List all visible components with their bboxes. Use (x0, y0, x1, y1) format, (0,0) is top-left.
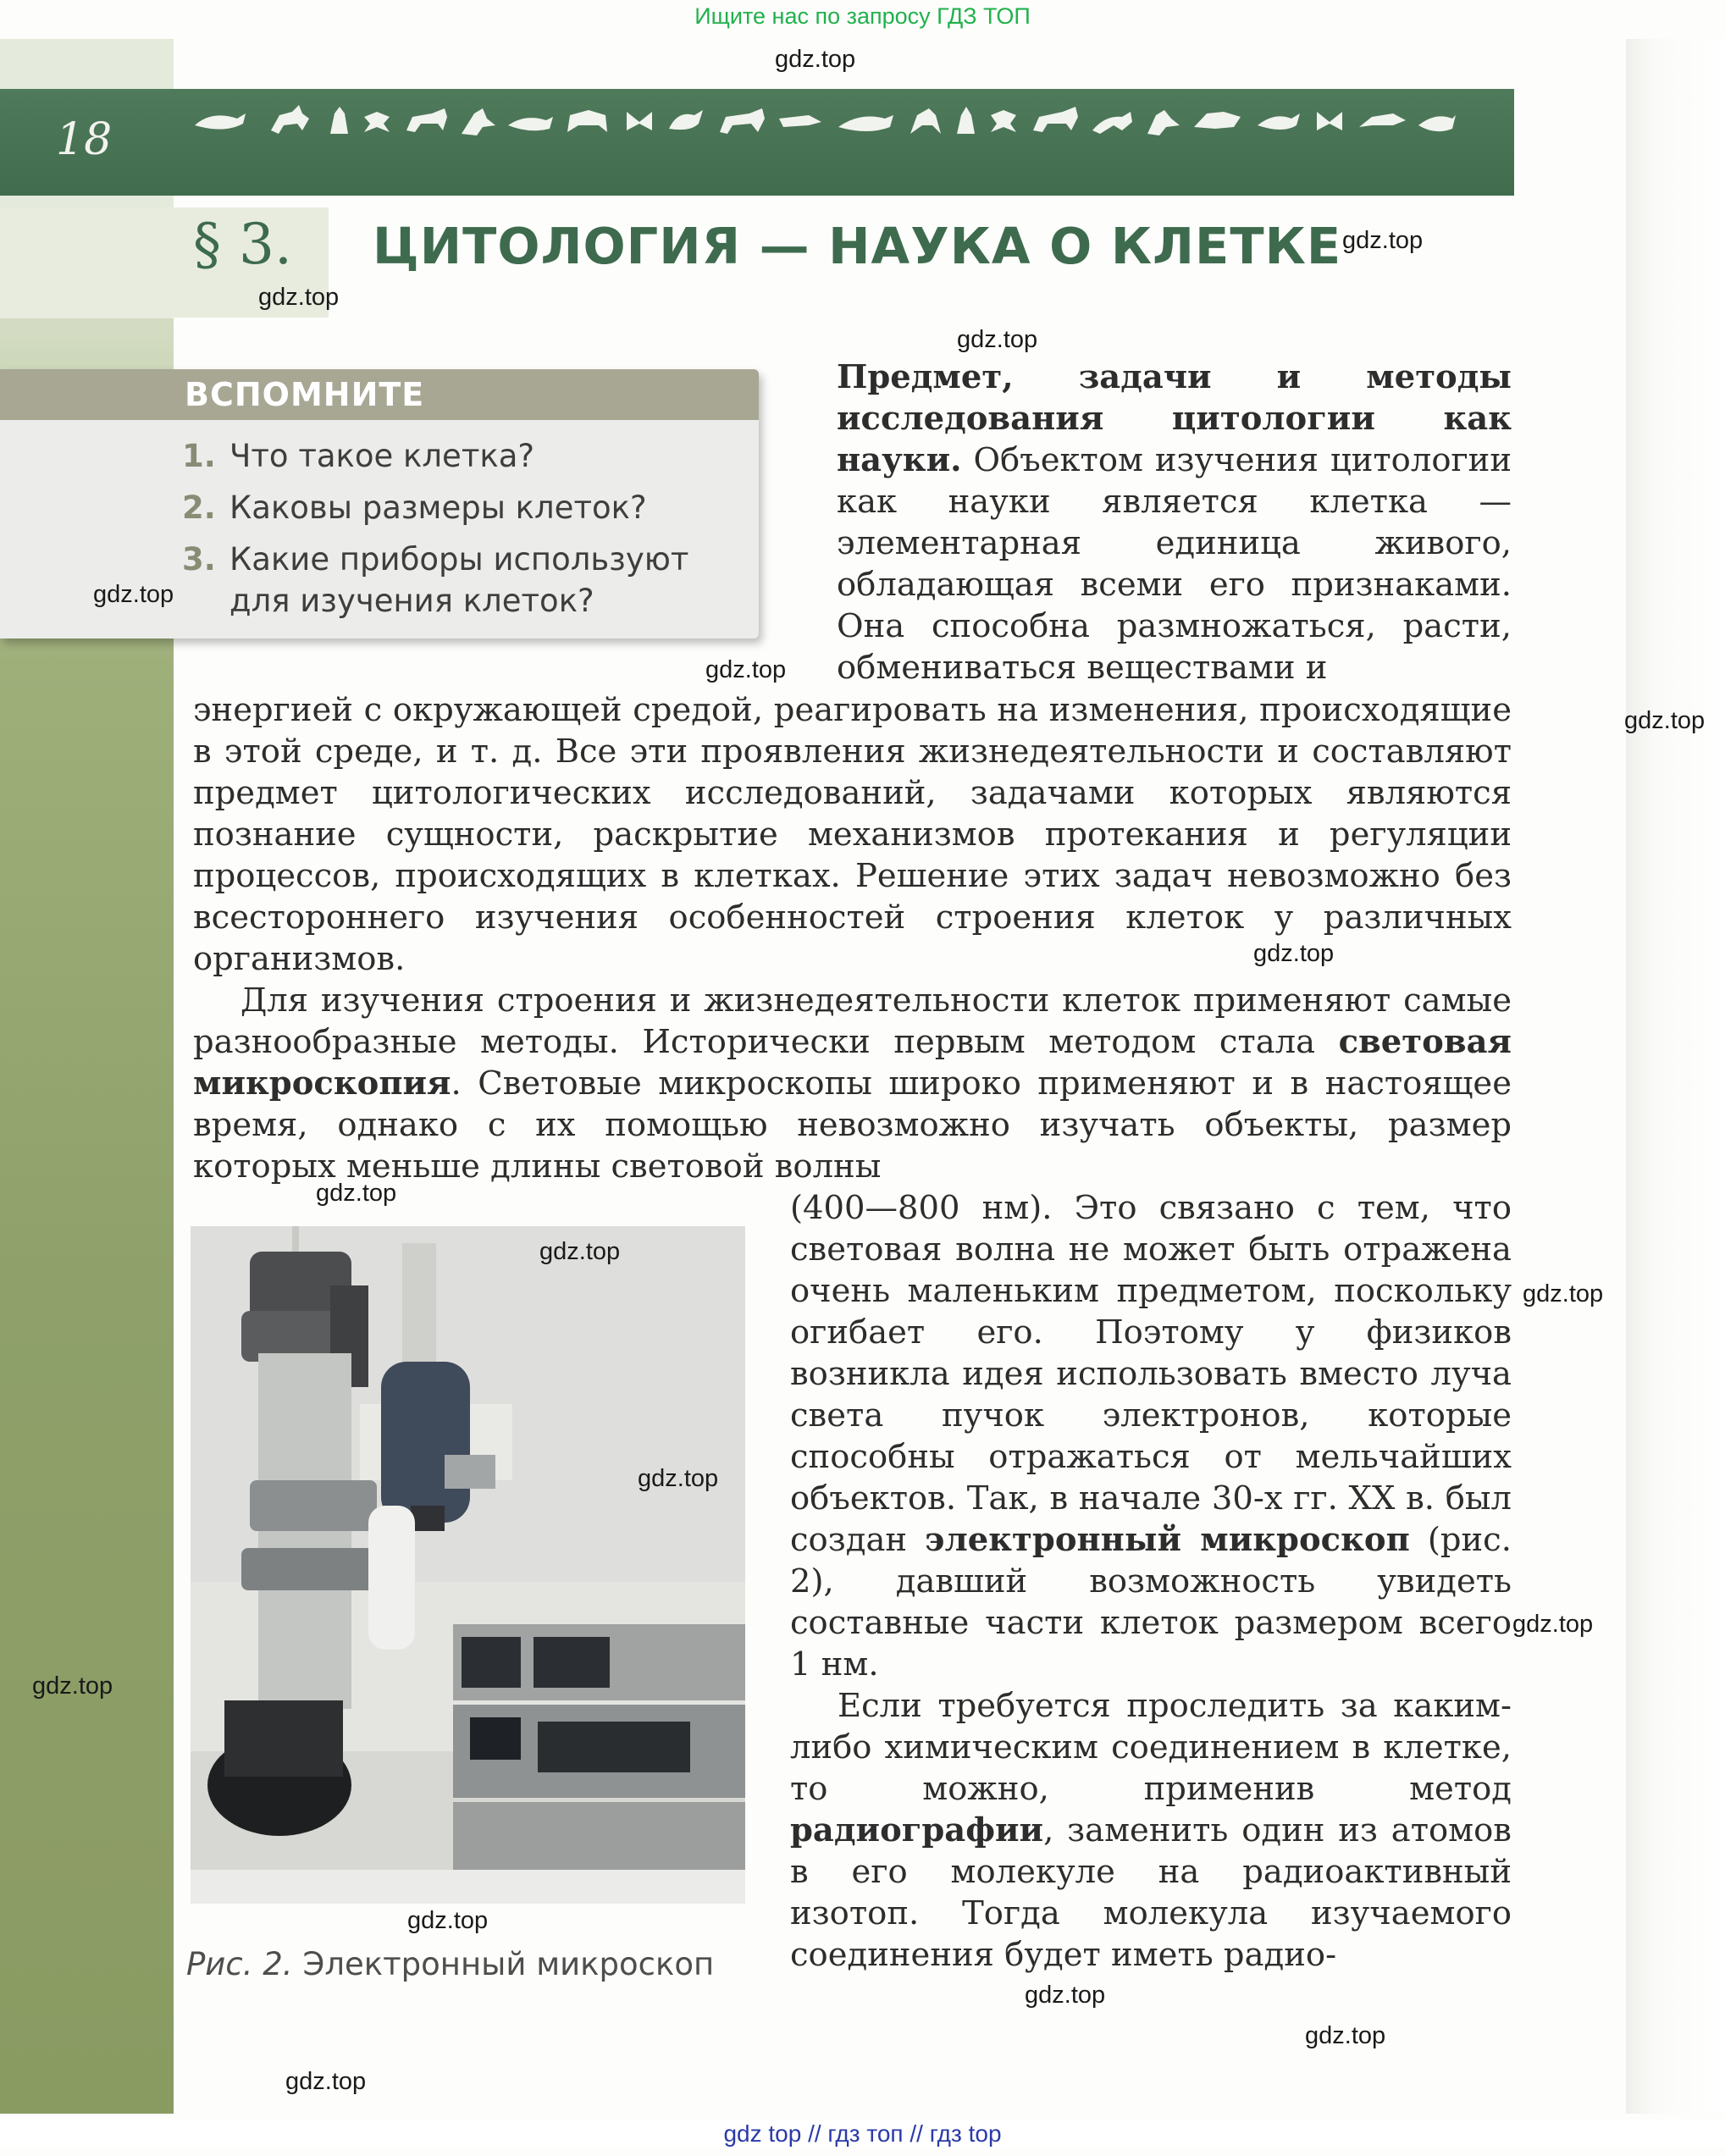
question-number: 1. (182, 438, 216, 474)
paragraph-intro (837, 357, 1512, 688)
paragraph-text: Объектом изучения цитологии как науки является клетка — элементарная единица живого, обладающая всеми его признаками. Она способна размножаться, расти, обмениваться веществами и (837, 441, 1512, 687)
paragraph-methods (193, 980, 1512, 1187)
remember-header (0, 369, 759, 420)
page-edge-shadow (1626, 39, 1725, 2114)
watermark: gdz.top (705, 656, 787, 683)
question-item (182, 435, 741, 477)
watermark: gdz.top (957, 326, 1038, 353)
paragraph-radiography (790, 1685, 1512, 1976)
watermark: gdz.top (93, 581, 174, 608)
electron-microscope-photo (191, 1226, 745, 1904)
section-number: § 3. (193, 212, 292, 277)
question-text: Какие приборы используют для изучения клеток? (229, 541, 689, 619)
watermark: gdz.top (32, 1672, 113, 1700)
watermark: gdz.top (1512, 1611, 1594, 1638)
term-electron-microscope: электронный микроскоп (925, 1521, 1410, 1559)
paragraph-text: энергией с окружающей средой, реагировать на изменения, происходящие в этой среде, и т. д. Все эти проявления жизнедеятельности и составляют предмет цитологических исследований, задачами которых являются познание сущности, раскрытие механизмов протекания и регуляции процессов, происходящих в клетках. Решение этих задач невозможно без всестороннего изучения особенностей строения клеток у различных организмов. (193, 691, 1512, 978)
animal-silhouettes-ornament (191, 100, 1457, 144)
watermark: gdz.top (258, 284, 340, 311)
bottom-links[interactable]: gdz top // гдз топ // гдз top (0, 2120, 1725, 2148)
question-text: Каковы размеры клеток? (229, 489, 647, 526)
paragraph-text: Если требуется проследить за каким-либо химическим соединением в клетке, то можно, применив метод (790, 1687, 1512, 1808)
question-number: 2. (182, 489, 216, 526)
question-item (182, 487, 741, 528)
watermark: gdz.top (775, 46, 856, 73)
paragraph-main (193, 689, 1512, 1187)
watermark: gdz.top (1305, 2022, 1386, 2049)
watermark: gdz.top (1523, 1280, 1604, 1307)
paragraph-text: (400—800 нм). Это связано с тем, что световая волна не может быть отражена очень маленьким предметом, поскольку огибает его. Поэтому у физиков возникла идея использовать вместо луча света пучок электронов, которые способны отражаться от мельчайших объектов. Так, в начале 30-х гг. XX в. был создан (790, 1189, 1512, 1559)
watermark: gdz.top (638, 1465, 719, 1492)
term-radiography: радиографии (790, 1811, 1044, 1849)
question-number: 3. (182, 541, 216, 578)
page-number: 18 (56, 114, 113, 165)
paragraph-text: . Световые микроскопы широко применяют и в настоящее время, однако с их помощью невозможно изучать объекты, размер которых меньше длины световой волны (193, 1064, 1512, 1186)
top-search-link[interactable]: Ищите нас по запросу ГДЗ ТОП (694, 3, 1031, 29)
watermark: gdz.top (1342, 227, 1424, 254)
term-light-microscopy: световая микроскопия (193, 1023, 1512, 1103)
watermark: gdz.top (1025, 1982, 1106, 2009)
watermark: gdz.top (539, 1238, 621, 1265)
watermark: gdz.top (407, 1907, 489, 1934)
paragraph-text: (рис. 2), давший возможность увидеть составные части клеток размером всего 1 нм. (790, 1521, 1512, 1683)
watermark: gdz.top (1624, 707, 1706, 734)
left-sidebar-strip (0, 39, 174, 2114)
paragraph-text: , заменить один из атомов в его молекуле на радиоактивный изотоп. Тогда молекула изучаемого соединения будет иметь радио- (790, 1811, 1512, 1974)
question-item (182, 539, 741, 622)
paragraph-right-column (790, 1187, 1512, 1976)
remember-title: ВСПОМНИТЕ (185, 376, 425, 413)
figure-caption (186, 1946, 714, 1982)
watermark: gdz.top (1253, 940, 1335, 967)
paragraph-continuation (790, 1187, 1512, 1685)
paragraph-text: Для изучения строения и жизнедеятельности клеток применяют самые разнообразные методы. Исторически первым методом стала (193, 981, 1512, 1061)
watermark: gdz.top (285, 2068, 367, 2095)
figure-caption-text: Электронный микроскоп (302, 1946, 715, 1982)
figure-label: Рис. 2. (186, 1946, 293, 1982)
watermark: gdz.top (316, 1180, 397, 1207)
remember-questions (182, 435, 741, 632)
subsection-heading: Предмет, задачи и методы исследования цитологии как науки. (837, 358, 1512, 479)
question-text: Что такое клетка? (229, 438, 535, 474)
section-title: ЦИТОЛОГИЯ — НАУКА О КЛЕТКЕ (373, 217, 1342, 275)
